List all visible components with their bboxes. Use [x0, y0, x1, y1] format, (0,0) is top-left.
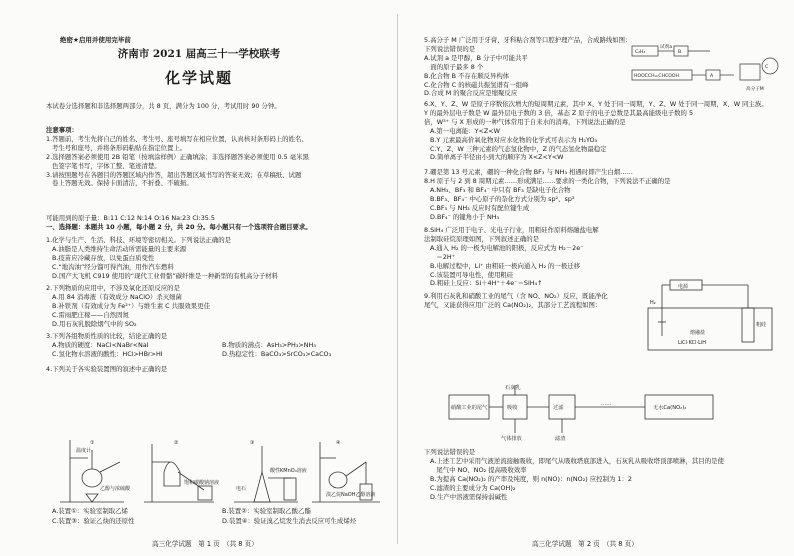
- option: 法制取硅烷原理如图，下列叙述正确的是: [424, 234, 540, 243]
- option: C.装置③：验证乙炔的还原性: [52, 516, 135, 525]
- option: D.生产中溶液需保持弱碱性: [430, 492, 508, 501]
- electrolysis-cell-figure: [640, 278, 780, 352]
- cell-label: 粗硅: [756, 322, 767, 328]
- flow-label: 滤渣: [555, 436, 566, 442]
- option: B.物质的沸点：AsH₃>PH₃>NH₃: [222, 340, 316, 349]
- option: B.BF₃、BF₄⁻ 中心原子的杂化方式分别为 sp²、sp³: [430, 194, 575, 203]
- option: C.“地沟油”经分馏可得汽油，用作汽车燃料: [52, 262, 174, 271]
- synthesis-route-figure: [630, 42, 790, 96]
- apparatus-label: 饱和碳酸钠溶液: [184, 480, 220, 486]
- molecule-label: A: [710, 74, 714, 79]
- option: C.滤渣的主要成分为 Ca(OH)₂: [430, 483, 516, 492]
- apparatus-label: ②: [174, 440, 179, 446]
- option: 下列说法错误的是: [424, 44, 476, 53]
- molecule-label: 高分子M: [746, 87, 764, 92]
- page-divider: [397, 14, 398, 544]
- intro-line: 本试卷分选择题和非选择题两部分，共 8 页，满分为 100 分，考试用时 90 分钟。: [46, 102, 281, 110]
- option: D.国产大飞机 C919 使用的“现代工业骨骼”碳纤维是一种新型的有机高分子材料: [52, 271, 279, 280]
- apparatus-label: 乙醇与浓硫酸: [100, 486, 131, 492]
- option: D.装置④：验证溴乙烷发生消去反应可生成烯烃: [222, 516, 357, 525]
- option: B.疫苗应冷藏存放，以免蛋白质变性: [52, 253, 155, 262]
- option: A.试剂 a 是甲醇，B 分子中可能共平: [424, 53, 528, 62]
- flow-label: 硝酸工业的尾气: [451, 405, 488, 411]
- cell-label: 熔融盐: [690, 330, 706, 336]
- molecule-label: 试剂a: [660, 45, 673, 50]
- question-8: [424, 226, 644, 288]
- question-stem: 4.下列关于各实验装置图的叙述中正确的是: [46, 365, 168, 373]
- option: A.用 84 消毒液（有效成分 NaClO）杀灭细菌: [52, 292, 182, 301]
- question-stem: 2.下列物质的应用中，不涉及氧化还原反应的是: [46, 284, 180, 292]
- option: ＝2H⁺: [430, 252, 456, 261]
- apparatus-label: 电石: [236, 486, 247, 492]
- question-stem: 5.高分子 M 广泛用于牙膏、牙科粘合剂等口腔护理产品，合成路线如图：: [424, 36, 632, 44]
- flow-label: ……: [601, 401, 612, 407]
- option: C.氢化物水溶液的酸性：HCl>HBr>HI: [52, 349, 163, 358]
- page-left: [14, 0, 386, 556]
- option: B.电解过程中，Li⁺ 由粗硅一极向通入 H₂ 的一极迁移: [430, 261, 581, 270]
- question-7: [424, 168, 786, 221]
- exam-title: 济南市 2021 届高三十一学校联考: [117, 48, 281, 60]
- question-9-options: [424, 448, 786, 501]
- option: A.通入 H₂ 的一极为电解池的阳极，反应式为 H₂－2e⁻: [430, 243, 584, 252]
- option: C.化合物 C 的核磁共振氢谱有一组峰: [424, 80, 529, 89]
- question-stem: 1.化学与生产、生活、科技、环境等密切相关。下列说法正确的是: [46, 236, 232, 244]
- question-6: [424, 100, 786, 162]
- option: 倍，W³⁺ 与 X 形成的一种气体常用于自来水的消毒，下列说法正确的是: [424, 117, 626, 126]
- option: D.简单离子半径由小到大的顺序为 X<Z<Y<W: [430, 153, 564, 162]
- notes: [46, 126, 396, 188]
- option: 面的原子最多 8 个: [424, 62, 484, 71]
- atomic-masses-line: 可能用到的原子量：B:11 C:12 N:14 O:16 Na:23 Cl:35.5: [46, 214, 215, 222]
- option: A.油脂是人类维持生命活动所需能量的主要来源: [52, 244, 187, 253]
- note-line: 卷上答题无效。保持卡面清洁，不折叠、不破损。: [52, 179, 193, 188]
- apparatus-label: 温度计: [76, 448, 92, 454]
- section-heading: 一、选择题：本题共 10 小题，每小题 2 分，共 20 分。每小题只有一个选项符合题目要求。: [46, 222, 312, 231]
- question-1: [46, 236, 396, 281]
- apparatus-label: ③: [250, 440, 255, 446]
- page-footer-left: 高三化学试题 第 1 页 （共 8 页）: [152, 540, 258, 548]
- option: A.第一电离能：Y<Z<W: [430, 126, 500, 135]
- secret-label: 绝密★启用并使用完毕前: [60, 36, 131, 44]
- process-flow-figure: [445, 383, 775, 445]
- page-footer-right: 高三化学试题 第 2 页 （共 8 页）: [532, 540, 638, 548]
- atomic-masses: [46, 214, 396, 232]
- molecule-label: C₂H₂: [635, 50, 646, 55]
- subject-title: 化学试题: [164, 69, 233, 87]
- flow-label: 吸收: [507, 405, 518, 411]
- apparatus-label: 溴乙烷NaOH乙醇溶液: [326, 492, 376, 498]
- cell-label: 电源: [678, 284, 689, 290]
- option: A.装置①：实验室制取乙烯: [52, 507, 128, 515]
- question-stem: 3.下列各组物质性质的比较，结论正确的是: [46, 332, 168, 340]
- question-stem: 7.硼是第 13 号元素，硼的一种化合物 BF₃ 与 NH₃ 相遇时即产生白烟……: [424, 168, 633, 176]
- option: A.NH₃、BF₃ 和 BF₄⁻ 中只有 BF₃ 是缺电子化合物: [430, 185, 571, 194]
- note-line: 色签字笔书写，字体工整、笔迹清楚。: [52, 161, 161, 170]
- option: B.Y 元素最高价氧化物对应水化物的化学式可表示为 H₂YO₃: [430, 135, 598, 144]
- question-2: [46, 284, 396, 329]
- option: 尾气，又能获得应用广泛的 Ca(NO₂)₂，其部分工艺流程如图：: [424, 300, 602, 309]
- option: A.上述工艺中采用气液逆流接触吸收，即尾气从吸收塔底部进入，石灰乳从吸收塔顶部喷淋，其目的是使: [430, 456, 724, 465]
- flow-label: 过滤: [553, 405, 564, 411]
- option: C.该装置可导电性，使用粗硅: [430, 270, 514, 279]
- apparatus-label: ①: [90, 440, 95, 446]
- question-3: [46, 332, 396, 359]
- note-line: 1.答题前，考生先将自己的姓名、考生号、座号填写在相应位置，认真核对条形码上的姓名、: [46, 134, 308, 143]
- apparatus-label: 酸性KMnO₄溶液: [270, 468, 307, 474]
- question-stem: 9.利用石灰乳和硝酸工业的尾气（含 NO、NO₂）反应，既能净化: [424, 292, 608, 300]
- flow-label: 无水Ca(NO₂)₂: [653, 405, 687, 411]
- option: Y 的最外层电子数是 W 最外层电子数的 3 倍，基态 Z 原子的电子总数是其最高能级电子数的 5: [424, 108, 694, 117]
- option: 下列说法错误的是: [424, 448, 476, 456]
- option: 8.H 原子与 2 到 8 周期元素……形成满足……要求的一类化合物，下列说法不正确的是: [424, 176, 671, 185]
- notes-heading: 注意事项：: [46, 126, 78, 134]
- option: B.为提高 Ca(NO₂)₂ 的产率及纯度，则 n(NO)：n(NO₂) 应控制为 1：2: [430, 474, 632, 483]
- question-stem: 8.SiH₄ 广泛用于电子、光电子行业，用粗硅作原料熔融盐电解: [424, 226, 599, 234]
- question-stem: 6.X、Y、Z、W 是原子序数依次增大的短周期元素，其中 X、Y 处于同一周期，Y、Z、W 处于同一周期，X、W 同主族。: [424, 100, 768, 108]
- molecule-label: B: [678, 50, 682, 55]
- flow-label: 石灰乳: [505, 385, 521, 391]
- option: B.补铁剂（有效成分为 Fe²⁺）与维生素 C 共服效果更佳: [52, 301, 210, 310]
- option: D.BF₄⁻ 的键角小于 NH₃: [430, 212, 500, 221]
- note-line: 2.选择题答案必须使用 2B 铅笔（按填涂样例）正确填涂；非选择题答案必须使用 0.5 毫米黑: [46, 152, 309, 161]
- option: A.物质的硬度：NaCl<NaBr<NaI: [52, 340, 149, 349]
- option: B.化合物 B 不存在顺反异构体: [424, 71, 510, 80]
- option: B.装置②：实验室制取乙酸乙酯: [222, 507, 311, 515]
- molecule-label: C: [765, 65, 769, 70]
- cell-label: LiCl·KCl·LiH: [678, 340, 707, 346]
- option: C.Y、Z、W 三种元素的气态氢化物中，Z 的气态氢化物最稳定: [430, 144, 607, 153]
- cell-label: H₂: [650, 300, 656, 306]
- option: 尾气中 NO、NO₂ 提高吸收效率: [430, 465, 527, 474]
- option: D.合成 M 的聚合反应是缩聚反应: [424, 89, 518, 98]
- question-4: [46, 365, 396, 374]
- intro: [46, 102, 396, 111]
- lab-apparatus-figure: [54, 432, 384, 506]
- flow-label: 气体排放: [501, 436, 522, 442]
- option: D.粗硅上反应：Si＋4H⁺＋4e⁻＝SiH₄↑: [430, 279, 543, 288]
- note-line: 考生号和座号，并将条形码粘贴在指定位置上。: [52, 143, 187, 152]
- note-line: 3.请按照题号在各题目的答题区域内作答，超出答题区域书写的答案无效；在草稿纸、试题: [46, 170, 302, 179]
- option: C.雷雨肥庄稼——自然固氮: [52, 310, 129, 319]
- question-4-options: [46, 507, 396, 526]
- option: D.用石灰乳脱除烟气中的 SO₂: [52, 319, 137, 328]
- molecule-label: HOOCCH=CHCOOH: [634, 74, 679, 79]
- option: D.热稳定性：BaCO₃>SrCO₃>CaCO₃: [222, 349, 332, 358]
- option: C.BF₃ 与 NH₃ 反应时有配位键生成: [430, 203, 530, 212]
- apparatus-label: ④: [336, 440, 341, 446]
